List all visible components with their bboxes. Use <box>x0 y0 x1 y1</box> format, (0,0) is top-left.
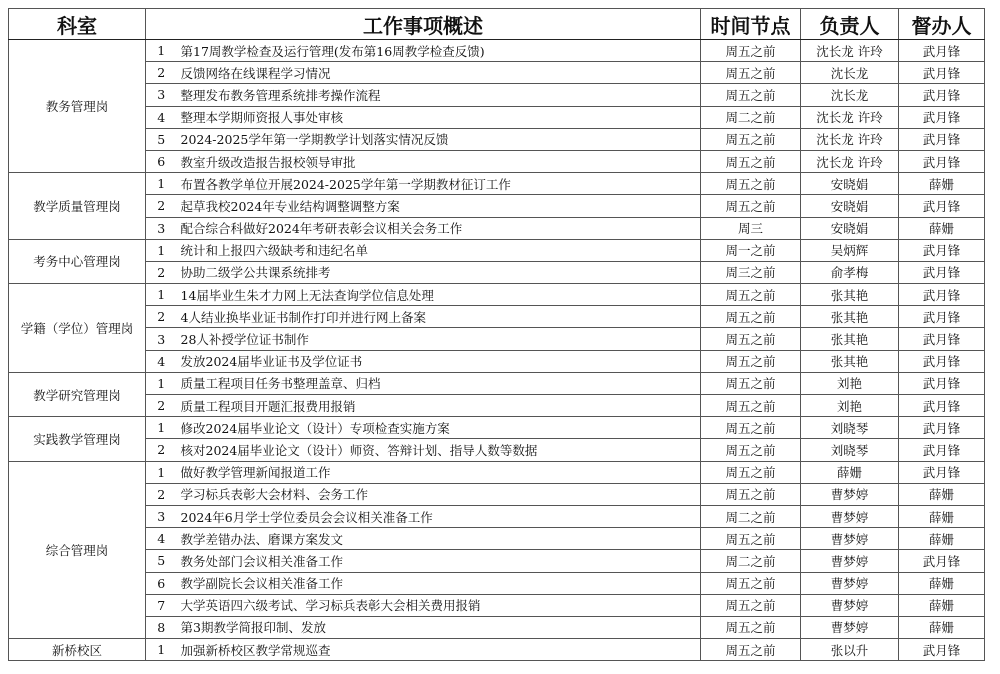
row-number-cell: 1 <box>146 239 177 261</box>
owner-cell: 曹梦婷 <box>801 505 899 527</box>
dept-cell: 实践教学管理岗 <box>9 417 146 461</box>
table-row <box>9 128 985 150</box>
time-cell: 周五之前 <box>701 62 801 84</box>
time-cell: 周五之前 <box>701 84 801 106</box>
task-cell: 整理本学期师资报人事处审核 <box>177 106 701 128</box>
supervisor-cell: 武月锋 <box>899 306 985 328</box>
time-cell: 周五之前 <box>701 528 801 550</box>
table-row <box>9 195 985 217</box>
row-number-cell: 1 <box>146 417 177 439</box>
table-row <box>9 572 985 594</box>
dept-cell: 考务中心管理岗 <box>9 239 146 283</box>
supervisor-cell: 武月锋 <box>899 40 985 62</box>
supervisor-cell: 薛姗 <box>899 616 985 638</box>
task-cell: 第17周教学检查及运行管理(发布第16周教学检查反馈) <box>177 40 701 62</box>
owner-cell: 张其艳 <box>801 350 899 372</box>
row-number-cell: 8 <box>146 616 177 638</box>
task-cell: 反馈网络在线课程学习情况 <box>177 62 701 84</box>
time-cell: 周五之前 <box>701 594 801 616</box>
task-cell: 28人补授学位证书制作 <box>177 328 701 350</box>
time-cell: 周五之前 <box>701 350 801 372</box>
table-row <box>9 639 985 661</box>
supervisor-cell: 武月锋 <box>899 128 985 150</box>
time-cell: 周二之前 <box>701 505 801 527</box>
time-cell: 周五之前 <box>701 284 801 306</box>
owner-cell: 安晓娟 <box>801 217 899 239</box>
owner-cell: 曹梦婷 <box>801 528 899 550</box>
dept-cell: 综合管理岗 <box>9 461 146 639</box>
time-cell: 周五之前 <box>701 40 801 62</box>
table-row <box>9 84 985 106</box>
supervisor-cell: 武月锋 <box>899 395 985 417</box>
table-row <box>9 594 985 616</box>
table-row <box>9 40 985 62</box>
supervisor-cell: 武月锋 <box>899 350 985 372</box>
time-cell: 周五之前 <box>701 639 801 661</box>
dept-cell: 教务管理岗 <box>9 40 146 173</box>
supervisor-cell: 武月锋 <box>899 417 985 439</box>
row-number-cell: 2 <box>146 62 177 84</box>
dept-cell: 教学研究管理岗 <box>9 372 146 416</box>
task-cell: 2024年6月学士学位委员会会议相关准备工作 <box>177 505 701 527</box>
task-cell: 统计和上报四六级缺考和违纪名单 <box>177 239 701 261</box>
dept-cell: 学籍（学位）管理岗 <box>9 284 146 373</box>
owner-cell: 安晓娟 <box>801 195 899 217</box>
table-row <box>9 217 985 239</box>
time-cell: 周五之前 <box>701 417 801 439</box>
owner-cell: 张其艳 <box>801 284 899 306</box>
task-cell: 4人结业换毕业证书制作打印并进行网上备案 <box>177 306 701 328</box>
task-cell: 第3期教学简报印制、发放 <box>177 616 701 638</box>
supervisor-cell: 薛姗 <box>899 572 985 594</box>
table-row <box>9 106 985 128</box>
owner-cell: 吴炳辉 <box>801 239 899 261</box>
time-cell: 周三 <box>701 217 801 239</box>
row-number-cell: 3 <box>146 328 177 350</box>
task-cell: 发放2024届毕业证书及学位证书 <box>177 350 701 372</box>
time-cell: 周三之前 <box>701 261 801 283</box>
task-cell: 教务处部门会议相关准备工作 <box>177 550 701 572</box>
task-cell: 配合综合科做好2024年考研表彰会议相关会务工作 <box>177 217 701 239</box>
table-header-row <box>9 9 985 40</box>
time-cell: 周五之前 <box>701 395 801 417</box>
row-number-cell: 1 <box>146 173 177 195</box>
owner-cell: 沈长龙 <box>801 62 899 84</box>
table-row <box>9 239 985 261</box>
time-cell: 周二之前 <box>701 106 801 128</box>
row-number-cell: 1 <box>146 284 177 306</box>
header-task: 工作事项概述 <box>146 9 701 40</box>
row-number-cell: 1 <box>146 372 177 394</box>
owner-cell: 曹梦婷 <box>801 616 899 638</box>
supervisor-cell: 薛姗 <box>899 594 985 616</box>
owner-cell: 张其艳 <box>801 306 899 328</box>
task-cell: 核对2024届毕业论文（设计）师资、答辩计划、指导人数等数据 <box>177 439 701 461</box>
dept-cell: 教学质量管理岗 <box>9 173 146 240</box>
task-cell: 整理发布教务管理系统排考操作流程 <box>177 84 701 106</box>
owner-cell: 曹梦婷 <box>801 550 899 572</box>
task-cell: 质量工程项目任务书整理盖章、归档 <box>177 372 701 394</box>
supervisor-cell: 武月锋 <box>899 261 985 283</box>
row-number-cell: 3 <box>146 217 177 239</box>
table-row <box>9 261 985 283</box>
table-row <box>9 461 985 483</box>
table-row <box>9 173 985 195</box>
task-cell: 加强新桥校区教学常规巡查 <box>177 639 701 661</box>
table-row <box>9 395 985 417</box>
supervisor-cell: 武月锋 <box>899 239 985 261</box>
supervisor-cell: 武月锋 <box>899 84 985 106</box>
time-cell: 周五之前 <box>701 461 801 483</box>
owner-cell: 刘艳 <box>801 372 899 394</box>
supervisor-cell: 武月锋 <box>899 372 985 394</box>
supervisor-cell: 武月锋 <box>899 62 985 84</box>
task-cell: 教学副院长会议相关准备工作 <box>177 572 701 594</box>
owner-cell: 沈长龙 <box>801 84 899 106</box>
task-cell: 教室升级改造报告报校领导审批 <box>177 150 701 172</box>
row-number-cell: 1 <box>146 461 177 483</box>
time-cell: 周一之前 <box>701 239 801 261</box>
supervisor-cell: 武月锋 <box>899 439 985 461</box>
row-number-cell: 3 <box>146 84 177 106</box>
owner-cell: 刘艳 <box>801 395 899 417</box>
table-row <box>9 528 985 550</box>
row-number-cell: 4 <box>146 106 177 128</box>
owner-cell: 薛姗 <box>801 461 899 483</box>
owner-cell: 俞孝梅 <box>801 261 899 283</box>
time-cell: 周五之前 <box>701 195 801 217</box>
row-number-cell: 3 <box>146 505 177 527</box>
task-cell: 质量工程项目开题汇报费用报销 <box>177 395 701 417</box>
row-number-cell: 6 <box>146 150 177 172</box>
supervisor-cell: 薛姗 <box>899 483 985 505</box>
supervisor-cell: 薛姗 <box>899 173 985 195</box>
owner-cell: 沈长龙 许玲 <box>801 128 899 150</box>
task-cell: 14届毕业生朱才力网上无法查询学位信息处理 <box>177 284 701 306</box>
task-cell: 大学英语四六级考试、学习标兵表彰大会相关费用报销 <box>177 594 701 616</box>
table-row <box>9 505 985 527</box>
table-row <box>9 483 985 505</box>
table-row <box>9 616 985 638</box>
time-cell: 周五之前 <box>701 328 801 350</box>
time-cell: 周五之前 <box>701 128 801 150</box>
supervisor-cell: 武月锋 <box>899 639 985 661</box>
supervisor-cell: 武月锋 <box>899 328 985 350</box>
supervisor-cell: 武月锋 <box>899 106 985 128</box>
row-number-cell: 4 <box>146 350 177 372</box>
task-cell: 协助二级学公共课系统排考 <box>177 261 701 283</box>
task-cell: 布置各教学单位开展2024-2025学年第一学期教材征订工作 <box>177 173 701 195</box>
row-number-cell: 2 <box>146 261 177 283</box>
header-dept: 科室 <box>9 9 146 40</box>
table-row <box>9 350 985 372</box>
owner-cell: 沈长龙 许玲 <box>801 40 899 62</box>
table-row <box>9 439 985 461</box>
row-number-cell: 4 <box>146 528 177 550</box>
row-number-cell: 5 <box>146 550 177 572</box>
owner-cell: 沈长龙 许玲 <box>801 106 899 128</box>
task-cell: 起草我校2024年专业结构调整调整方案 <box>177 195 701 217</box>
supervisor-cell: 武月锋 <box>899 461 985 483</box>
time-cell: 周二之前 <box>701 550 801 572</box>
time-cell: 周五之前 <box>701 483 801 505</box>
owner-cell: 安晓娟 <box>801 173 899 195</box>
supervisor-cell: 武月锋 <box>899 150 985 172</box>
owner-cell: 刘晓琴 <box>801 417 899 439</box>
owner-cell: 沈长龙 许玲 <box>801 150 899 172</box>
task-cell: 学习标兵表彰大会材料、会务工作 <box>177 483 701 505</box>
task-cell: 教学差错办法、磨课方案发文 <box>177 528 701 550</box>
row-number-cell: 2 <box>146 306 177 328</box>
owner-cell: 曹梦婷 <box>801 483 899 505</box>
time-cell: 周五之前 <box>701 372 801 394</box>
row-number-cell: 2 <box>146 395 177 417</box>
time-cell: 周五之前 <box>701 173 801 195</box>
table-row <box>9 150 985 172</box>
row-number-cell: 1 <box>146 639 177 661</box>
work-table-container <box>8 8 985 661</box>
time-cell: 周五之前 <box>701 150 801 172</box>
header-time: 时间节点 <box>701 9 801 40</box>
owner-cell: 张其艳 <box>801 328 899 350</box>
table-body <box>9 40 985 661</box>
dept-cell: 新桥校区 <box>9 639 146 661</box>
time-cell: 周五之前 <box>701 572 801 594</box>
row-number-cell: 1 <box>146 40 177 62</box>
table-row <box>9 328 985 350</box>
task-cell: 做好教学管理新闻报道工作 <box>177 461 701 483</box>
supervisor-cell: 薛姗 <box>899 505 985 527</box>
row-number-cell: 5 <box>146 128 177 150</box>
work-schedule-table <box>8 8 985 661</box>
task-cell: 修改2024届毕业论文（设计）专项检查实施方案 <box>177 417 701 439</box>
supervisor-cell: 薛姗 <box>899 528 985 550</box>
row-number-cell: 2 <box>146 439 177 461</box>
supervisor-cell: 武月锋 <box>899 195 985 217</box>
task-cell: 2024-2025学年第一学期教学计划落实情况反馈 <box>177 128 701 150</box>
row-number-cell: 7 <box>146 594 177 616</box>
table-row <box>9 62 985 84</box>
owner-cell: 曹梦婷 <box>801 594 899 616</box>
header-supervisor: 督办人 <box>899 9 985 40</box>
row-number-cell: 2 <box>146 195 177 217</box>
header-owner: 负责人 <box>801 9 899 40</box>
supervisor-cell: 武月锋 <box>899 284 985 306</box>
owner-cell: 张以升 <box>801 639 899 661</box>
owner-cell: 曹梦婷 <box>801 572 899 594</box>
row-number-cell: 2 <box>146 483 177 505</box>
table-row <box>9 417 985 439</box>
row-number-cell: 6 <box>146 572 177 594</box>
time-cell: 周五之前 <box>701 439 801 461</box>
supervisor-cell: 武月锋 <box>899 550 985 572</box>
table-row <box>9 550 985 572</box>
supervisor-cell: 薛姗 <box>899 217 985 239</box>
table-row <box>9 372 985 394</box>
table-row <box>9 284 985 306</box>
time-cell: 周五之前 <box>701 306 801 328</box>
table-row <box>9 306 985 328</box>
owner-cell: 刘晓琴 <box>801 439 899 461</box>
time-cell: 周五之前 <box>701 616 801 638</box>
